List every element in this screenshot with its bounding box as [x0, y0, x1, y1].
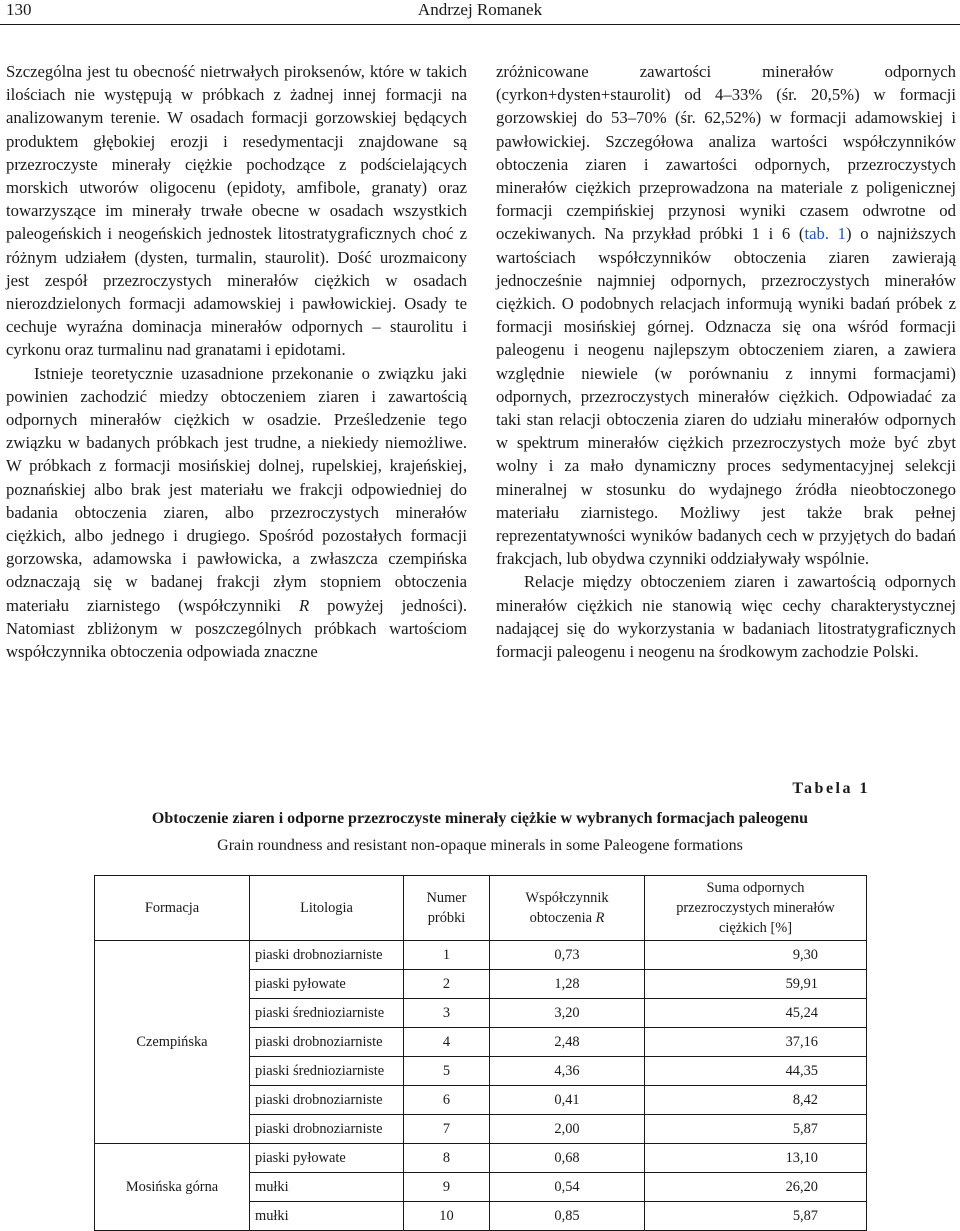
sample-cell: 3 [404, 999, 490, 1028]
coefficient-cell: 0,85 [490, 1202, 645, 1231]
running-title: Andrzej Romanek [417, 0, 543, 19]
page-number: 130 [6, 0, 32, 19]
right-paragraph-2: Relacje między obtoczeniem ziaren i zawartością odpornych minerałów ciężkich nie stanowią więc cechy charakterystycznej nadającej się do wykorzystania w badaniach litostratygraficznych formacji paleogenu i neogenu na środkowym zachodzie Polski. [496, 572, 956, 662]
table-row [95, 941, 867, 970]
sum-cell: 37,16 [645, 1028, 867, 1057]
sum-cell: 5,87 [645, 1115, 867, 1144]
right-column [496, 60, 956, 663]
sample-cell: 4 [404, 1028, 490, 1057]
lithology-cell: mułki [250, 1173, 404, 1202]
table-header-row [95, 876, 867, 941]
coefficient-cell: 0,68 [490, 1144, 645, 1173]
lithology-cell: piaski drobnoziarniste [250, 1086, 404, 1115]
sample-cell: 9 [404, 1173, 490, 1202]
sum-cell: 9,30 [645, 941, 867, 970]
table-row [95, 1144, 867, 1173]
coefficient-cell: 0,54 [490, 1173, 645, 1202]
sum-cell: 8,42 [645, 1086, 867, 1115]
right-paragraph-1-text-b: ) o najniższych wartościach współczynników obtoczenia ziaren zawierają jednocześnie najmniej odpornych, przezroczystych minerałów ciężkich. O podobnych relacjach informują wyniki badań próbek z formacji mosińskiej górnej. Odznacza się ona wśród formacji paleogenu i neogenu najlepszym obtoczeniem ziaren, a zawiera względnie niewiele (w porównaniu z innymi formacjami) odpornych, przezroczystych minerałów ciężkich. Odpowiadać za taki stan relacji obtoczenia ziaren do udziału minerałów odpornych w spektrum minerałów ciężkich przezroczystych może być zbyt wolny i za mało dynamiczny proces sedymentacyjnej selekcji mineralnej w stosunku do wydajnego źródła nieobtoczonego materiału ziarnistego. Możliwy jest także brak pełnej reprezentatywności wyników badanych cech w przyjętych do badań frakcjach, lub obydwa czynniki oddziaływały wspólnie. [496, 224, 957, 569]
table-subtitle: Grain roundness and resistant non-opaque minerals in some Paleogene formations [217, 837, 743, 854]
lithology-cell: piaski średnioziarniste [250, 999, 404, 1028]
lithology-cell: piaski drobnoziarniste [250, 1028, 404, 1057]
sum-cell: 13,10 [645, 1144, 867, 1173]
header-rule [0, 24, 960, 25]
left-paragraph-2-text-a: Istnieje teoretycznie uzasadnione przekonanie o związku jaki powinien zachodzić miedzy obtoczeniem ziaren i zawartością odpornych minerałów ciężkich w osadzie. Prześledzenie tego związku w badanych próbkach jest trudne, a niekiedy niemożliwe. W próbkach z formacji mosińskiej dolnej, rupelskiej, krajeńskiej, poznańskiej albo brak jest materiału we frakcji odpowiedniej do badania obtoczenia ziaren, albo przezroczystych minerałów ciężkich, albo jednego i drugiego. Spośród pozostałych formacji gorzowska, adamowska i pawłowicka, a zwłaszcza czempińska odznaczają się w badanej frakcji złym stopniem obtoczenia materiału ziarnistego (współczynniki [6, 363, 467, 615]
header-formation: Formacja [95, 876, 250, 941]
lithology-cell: piaski pyłowate [250, 970, 404, 999]
table-label: Tabela 1 [792, 780, 870, 797]
sample-cell: 5 [404, 1057, 490, 1086]
header-roundness-coefficient: Współczynnik obtoczenia R [490, 876, 645, 941]
coefficient-r-symbol: R [299, 595, 310, 615]
left-column [6, 60, 467, 663]
coefficient-cell: 0,73 [490, 941, 645, 970]
sample-cell: 1 [404, 941, 490, 970]
sum-cell: 44,35 [645, 1057, 867, 1086]
sum-cell: 26,20 [645, 1173, 867, 1202]
right-paragraph-1-text-a: zróżnicowane zawartości minerałów odpornych (cyrkon+dysten+staurolit) od 4–33% (śr. 20,5%) w formacji gorzowskiej do 53–70% (śr. 62,52%) w formacji adamowskiej i pawłowickiej. Szczegółowa analiza wartości współczynników obtoczenia ziaren i zawartości odpornych, przezroczystych minerałów ciężkich przeprowadzona na materiale z poligenicznej formacji czempińskiej przynosi wyniki czasem odwrotne od oczekiwanych. Na przykład próbki 1 i 6 ( [496, 62, 956, 244]
header-sample-number: Numer próbki [404, 876, 490, 941]
sample-cell: 10 [404, 1202, 490, 1231]
formation-cell: Mosińska górna [95, 1144, 250, 1231]
sum-cell: 5,87 [645, 1202, 867, 1231]
sample-cell: 8 [404, 1144, 490, 1173]
coefficient-cell: 2,48 [490, 1028, 645, 1057]
coefficient-cell: 2,00 [490, 1115, 645, 1144]
left-paragraph-2-text-b: powyżej jedności). Natomiast zbliżonym w poszczególnych próbkach wartościom współczynnika obtoczenia odpowiada znaczne [6, 595, 468, 662]
page-header [0, 0, 960, 40]
header-lithology: Litologia [250, 876, 404, 941]
lithology-cell: piaski drobnoziarniste [250, 941, 404, 970]
sum-cell: 59,91 [645, 970, 867, 999]
coefficient-cell: 3,20 [490, 999, 645, 1028]
data-table [94, 875, 867, 1231]
coefficient-cell: 4,36 [490, 1057, 645, 1086]
lithology-cell: piaski drobnoziarniste [250, 1115, 404, 1144]
lithology-cell: mułki [250, 1202, 404, 1231]
right-paragraph-1 [496, 60, 956, 570]
sum-cell: 45,24 [645, 999, 867, 1028]
formation-cell: Czempińska [95, 941, 250, 1144]
sample-cell: 2 [404, 970, 490, 999]
lithology-cell: piaski średnioziarniste [250, 1057, 404, 1086]
left-paragraph-1: Szczególna jest tu obecność nietrwałych piroksenów, które w takich ilościach nie występują w próbkach z żadnej innej formacji na analizowanym terenie. W osadach formacji gorzowskiej będących produktem głębokiej erozji i resedymentacji znajdowane są przezroczyste minerały ciężkie pochodzące z podścielających morskich utworów oligocenu (epidoty, amfibole, granaty) oraz towarzyszące im minerały trwałe obecne w osadach wszystkich paleogeńskich i neogeńskich jednostek litostratygraficznych choć z różnym udziałem (dysten, turmalin, staurolit). Dość urozmaicony jest zespół przezroczystych minerałów ciężkich w osadach nierozdzielonych formacji adamowskiej i pawłowickiej. Osady te cechuje wyraźna dominacja minerałów odpornych – staurolitu i cyrkonu oraz turmalinu nad granatami i epidotami. [6, 62, 467, 360]
sample-cell: 6 [404, 1086, 490, 1115]
coefficient-cell: 0,41 [490, 1086, 645, 1115]
table-title: Obtoczenie ziaren i odporne przezroczyste minerały ciężkie w wybranych formacjach paleogenu [151, 810, 809, 827]
sample-cell: 7 [404, 1115, 490, 1144]
lithology-cell: piaski pyłowate [250, 1144, 404, 1173]
header-resistant-sum: Suma odpornych przezroczystych minerałów ciężkich [%] [645, 876, 867, 941]
left-paragraph-2 [6, 362, 467, 664]
table-reference-link[interactable]: tab. 1 [804, 224, 847, 244]
coefficient-cell: 1,28 [490, 970, 645, 999]
